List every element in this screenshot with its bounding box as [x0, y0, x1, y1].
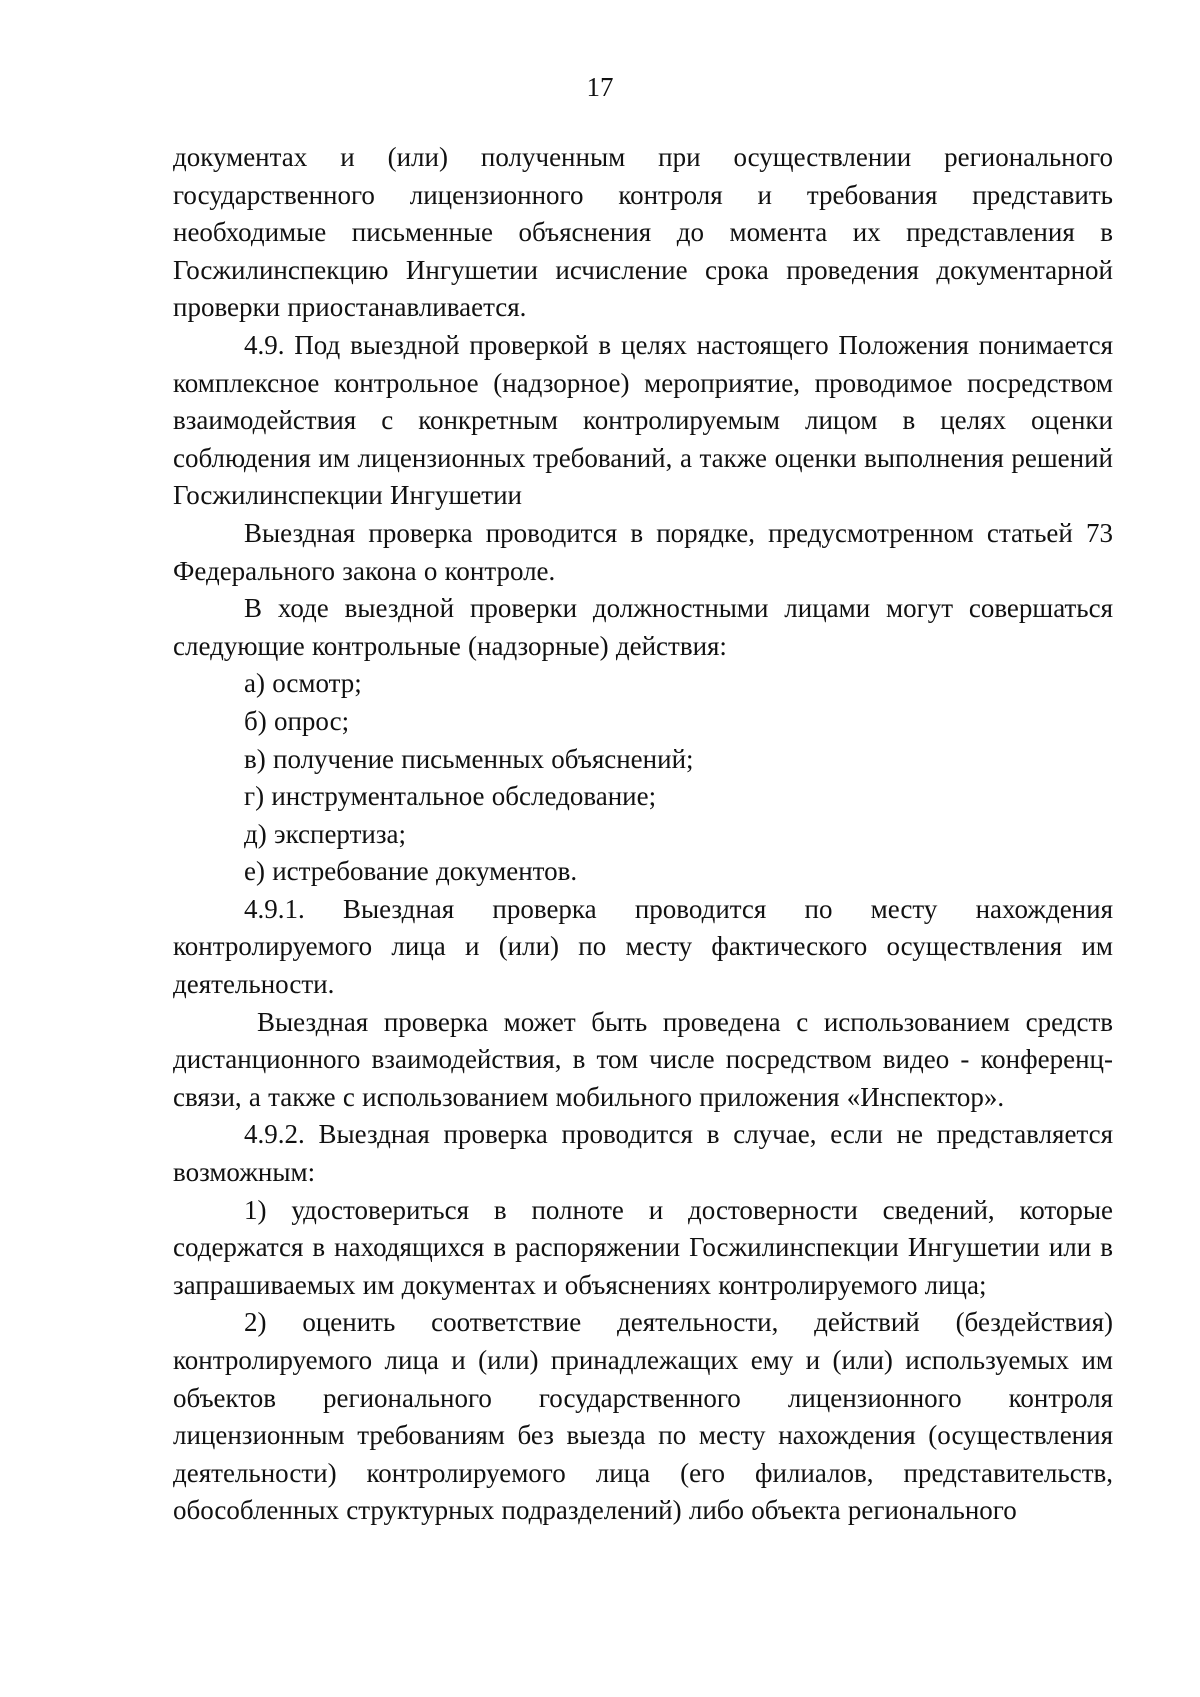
list-item: г) инструментальное обследование; [244, 781, 657, 812]
list-item: б) опрос; [244, 705, 350, 736]
page-number: 17 [586, 72, 614, 102]
paragraph-item-1: 1) удостовериться в полноте и достоверности сведений, которые содержатся в находящихся в распоряжении Госжилинспекции Ингушетии или в запрашиваемых им документах и объяснениях контролируемого лица; [173, 1194, 1113, 1300]
list-item: д) экспертиза; [244, 818, 406, 849]
paragraph-actions-intro: В ходе выездной проверки должностными лицами могут совершаться следующие контрольные (надзорные) действия: [173, 593, 1113, 661]
list-item: а) осмотр; [244, 668, 362, 699]
paragraph-remote-inspection: Выездная проверка может быть проведена с использованием средств дистанционного взаимодействия, в том числе посредством видео - конференц-связи, а также с использованием мобильного приложения «Инспектор». [173, 1006, 1113, 1112]
document-body [173, 139, 1113, 1530]
paragraph-item-2: 2) оценить соответствие деятельности, действий (бездействия) контролируемого лица и (или) принадлежащих ему и (или) используемых им объектов регионального государственного лицензионного контроля лицензионным требованиям без выезда по месту нахождения (осуществления деятельности) контролируемого лица (его филиалов, представительств, обособленных структурных подразделений) либо объекта регионального [173, 1307, 1113, 1526]
paragraph-4-9-2: 4.9.2. Выездная проверка проводится в случае, если не представляется возможным: [173, 1119, 1113, 1188]
list-item: е) истребование документов. [244, 856, 578, 887]
paragraph-4-9-1: 4.9.1. Выездная проверка проводится по месту нахождения контролируемого лица и (или) по месту фактического осуществления им деятельности. [173, 893, 1113, 1000]
paragraph-continuation: документах и (или) полученным при осуществлении регионального государственного лицензионного контроля и требования представить необходимые письменные объяснения до момента их представления в Госжилинспекцию Ингушетии исчисление срока проведения документарной проверки приостанавливается. [173, 142, 1113, 323]
paragraph-procedure: Выездная проверка проводится в порядке, предусмотренном статьей 73 Федерального закона о контроле. [173, 517, 1113, 586]
list-item: в) получение письменных объяснений; [244, 743, 694, 774]
paragraph-4-9: 4.9. Под выездной проверкой в целях настоящего Положения понимается комплексное контрольное (надзорное) мероприятие, проводимое посредством взаимодействия с конкретным контролируемым лицом в целях оценки соблюдения им лицензионных требований, а также оценки выполнения решений Госжилинспекции Ингушетии [173, 329, 1113, 511]
